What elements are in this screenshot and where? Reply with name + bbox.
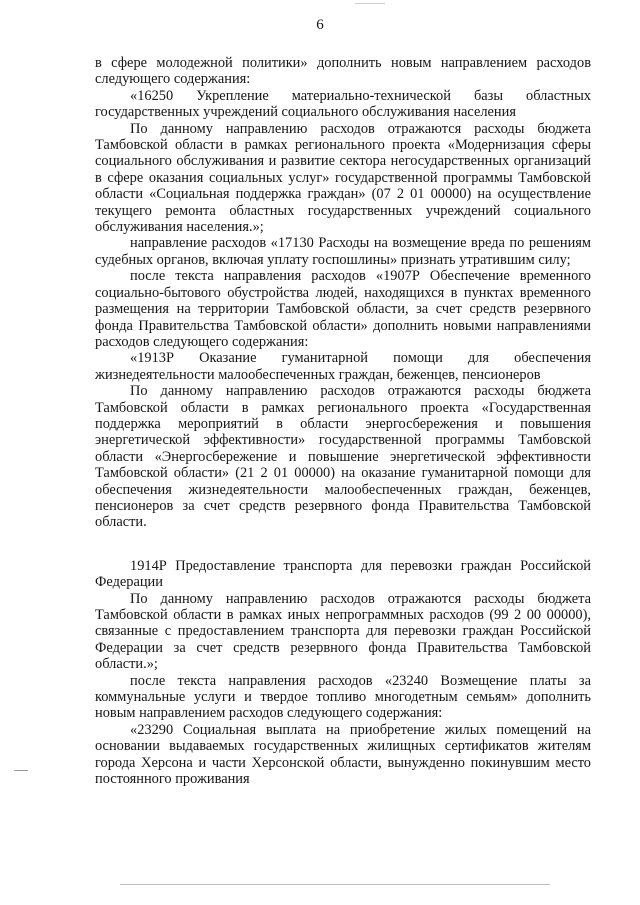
scan-mark [120,884,550,885]
paragraph: «16250 Укрепление материально-технической базы областных государственных учреждений социального обслуживания населения [95,87,591,121]
paragraph: По данному направлению расходов отражаются расходы бюджета Тамбовской области в рамках регионального проекта «Модернизация сферы социального обслуживания и развитие сектора негосударственных организаций в сфере оказания социальных услуг» государственной программы Тамбовской области «Социальная поддержка граждан» (07 2 01 00000) на осуществление текущего ремонта областных государственных учреждений социального обслуживания населения.»; [95,120,591,236]
paragraph: По данному направлению расходов отражаются расходы бюджета Тамбовской области в рамках регионального проекта «Государственная поддержка мероприятий в области энергосбережения и повышения энергетической эффективности» государственной программы Тамбовской области «Энергосбережение и повышение энергетической эффективности Тамбовской области» (21 2 01 00000) на оказание гуманитарной помощи для обеспечения жизнедеятельности малообеспеченных граждан, беженцев, пенсионеров за счет средств резервного фонда Правительства Тамбовской области. [95,383,591,531]
paragraph: после текста направления расходов «1907Р Обеспечение временного социально-бытового обустройства людей, находящихся в пунктах временного размещения на территории Тамбовской области, за счет средств резервного фонда Правительства Тамбовской области» дополнить новыми направлениями расходов следующего содержания: [95,268,591,350]
scan-mark [355,3,385,4]
paragraph: 1914Р Предоставление транспорта для перевозки граждан Российской Федерации [95,557,591,591]
paragraph: По данному направлению расходов отражаются расходы бюджета Тамбовской области в рамках иных непрограммных расходов (99 2 00 00000), связанные с предоставлением транспорта для перевозки граждан Российской Федерации за счет средств резервного фонда Правительства Тамбовской области.»; [95,590,591,673]
paragraph: после текста направления расходов «23240 Возмещение платы за коммунальные услуги и твердое топливо многодетным семьям» дополнить новым направлением расходов следующего содержания: [95,672,591,722]
scan-mark [14,770,28,771]
paragraph: в сфере молодежной политики» дополнить новым направлением расходов следующего содержания: [95,55,591,88]
document-body [95,55,591,787]
paragraph: направление расходов «17130 Расходы на возмещение вреда по решениям судебных органов, включая уплату госпошлины» признать утратившим силу; [95,235,591,268]
page-number: 6 [316,17,324,33]
paragraph-gap [95,531,591,558]
paragraph: «1913Р Оказание гуманитарной помощи для обеспечения жизнедеятельности малообеспеченных граждан, беженцев, пенсионеров [95,350,591,383]
paragraph: «23290 Социальная выплата на приобретение жилых помещений на основании выдаваемых государственных жилищных сертификатов жителям города Херсона и части Херсонской области, вынужденно покинувшим место постоянного проживания [95,721,591,788]
